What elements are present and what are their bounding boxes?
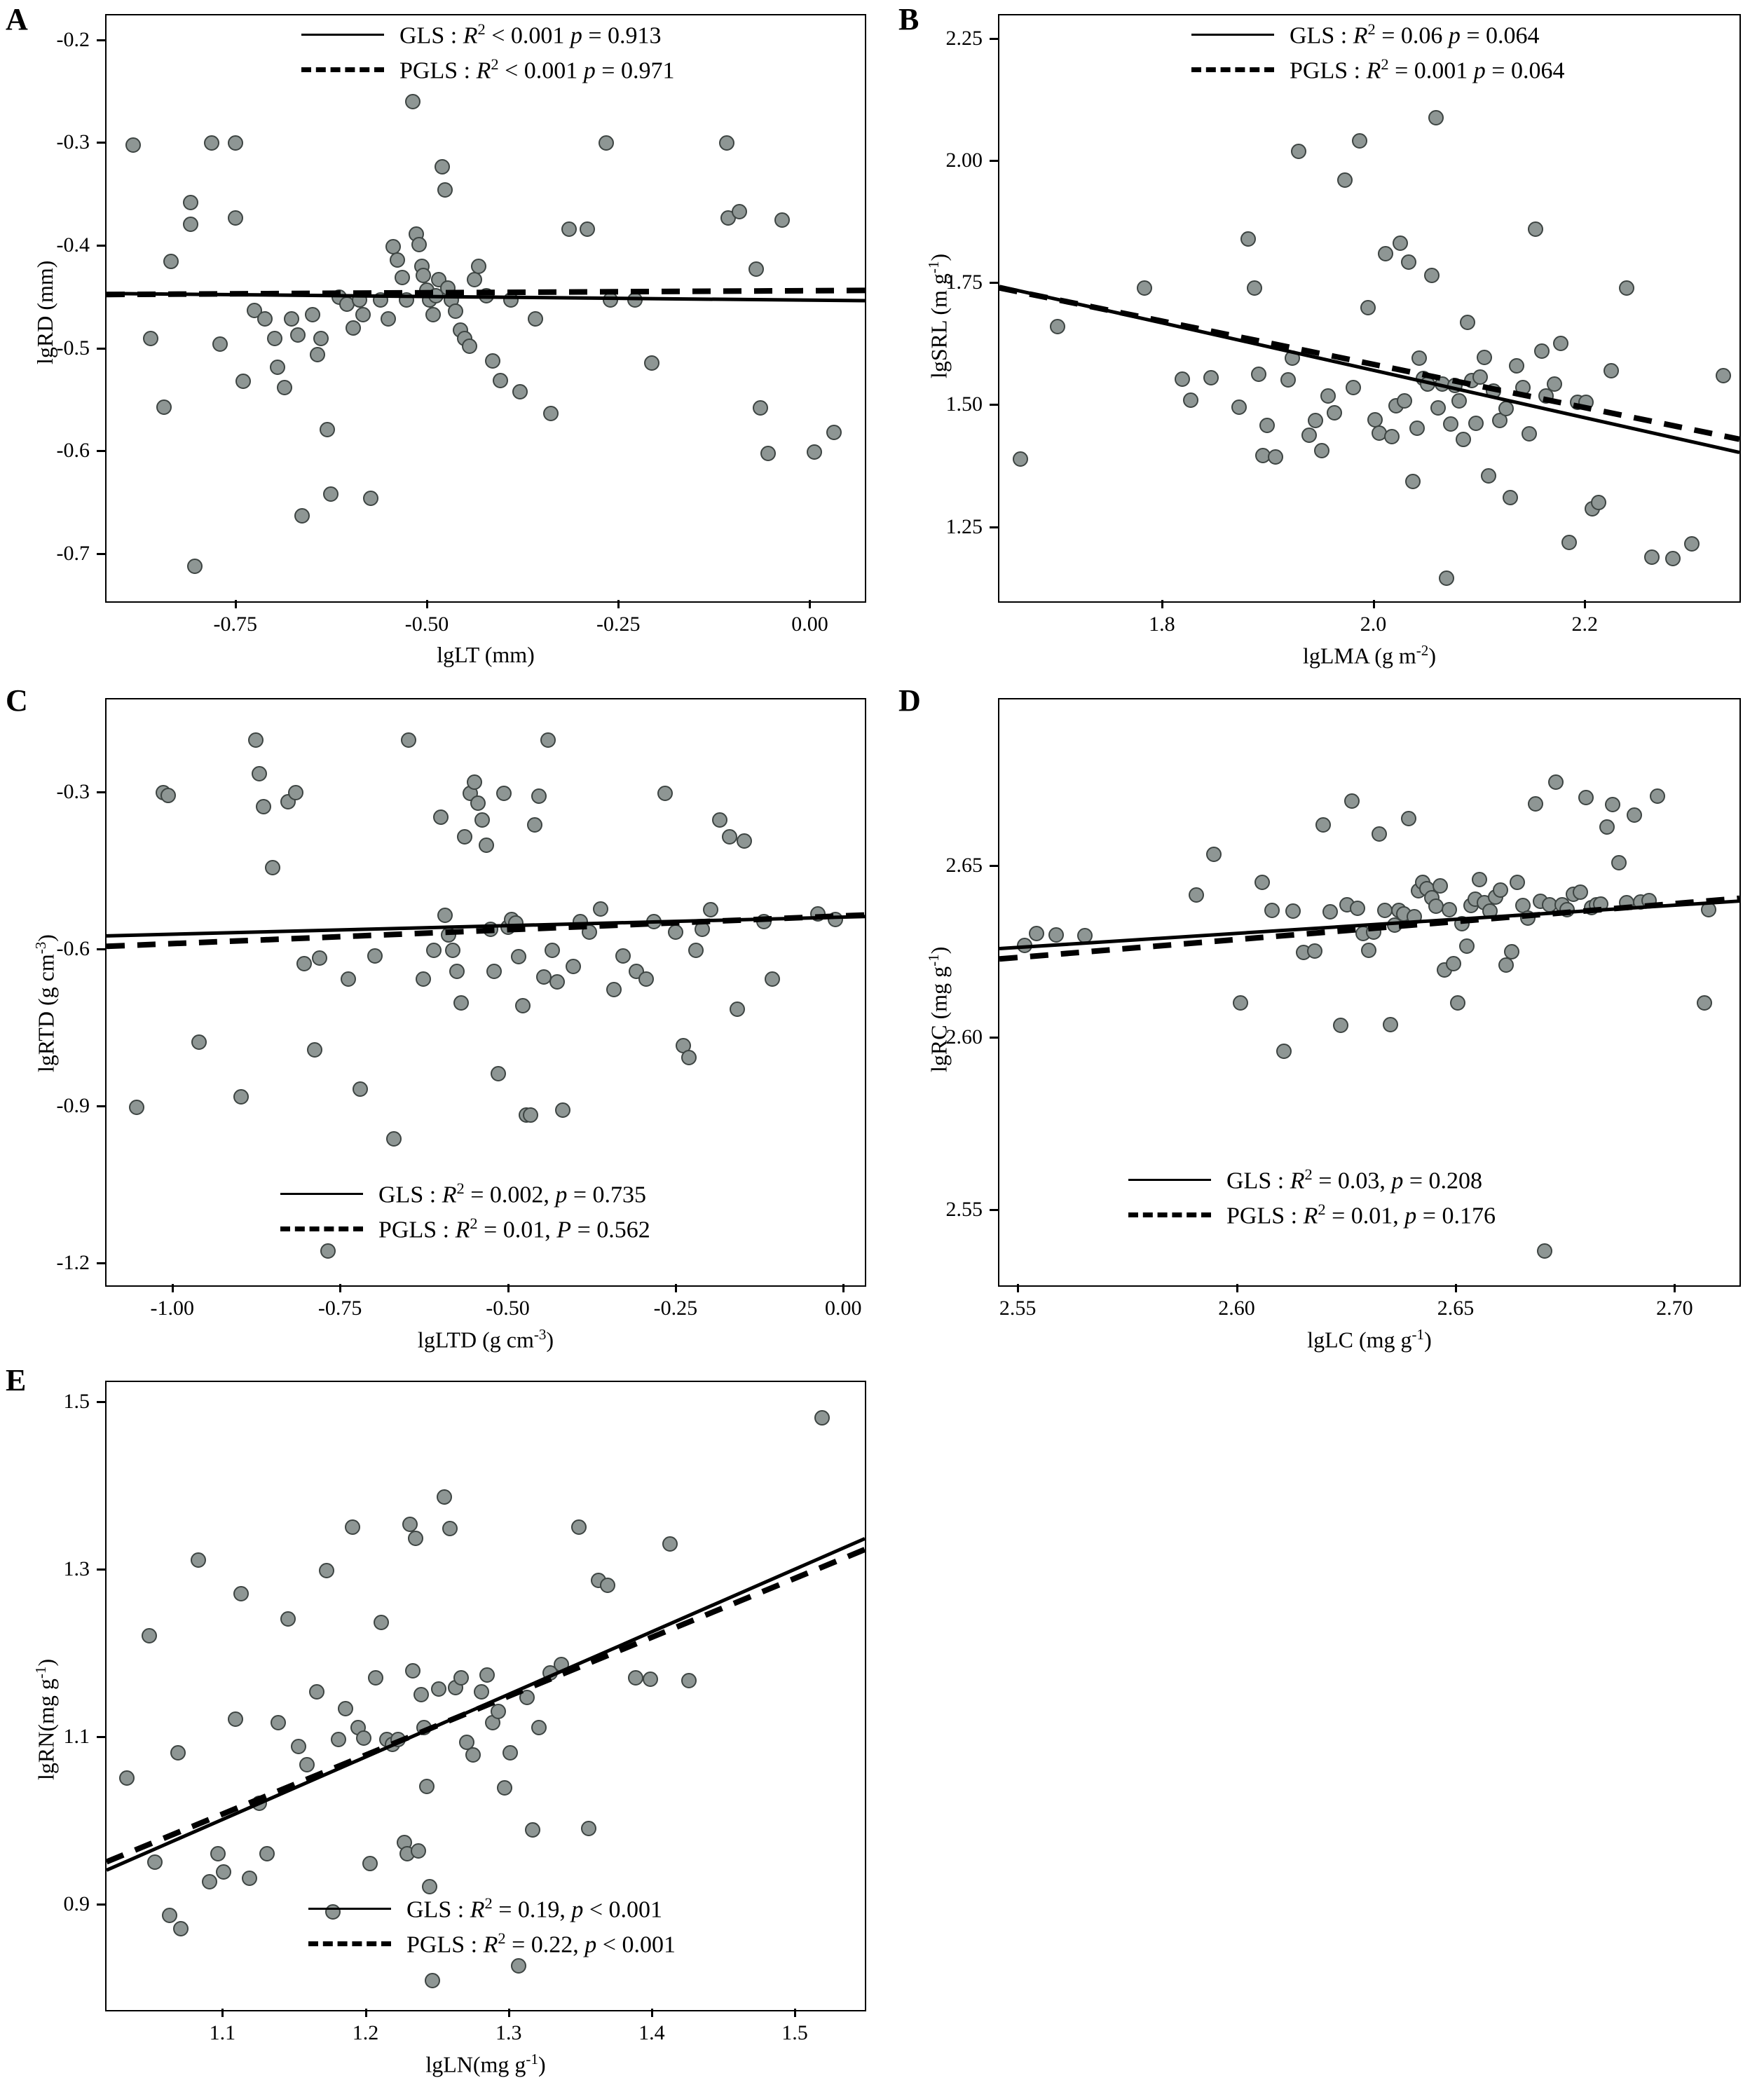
x-tick (339, 1284, 341, 1292)
x-tick-label: 1.2 (352, 2021, 379, 2044)
x-tick (365, 2009, 367, 2017)
scatter-plot-a (105, 14, 866, 603)
axis-label-x-e: lgLN(mg $g^{-1}$) (425, 2051, 546, 2077)
y-tick-label: -0.3 (56, 130, 90, 154)
legend-key-dashed-icon (1128, 1212, 1211, 1217)
fit-line-gls (999, 287, 1739, 453)
y-tick (97, 553, 105, 555)
x-tick-label: 1.3 (495, 2021, 522, 2044)
x-tick (617, 600, 620, 608)
x-tick-label: 2.70 (1656, 1297, 1693, 1320)
legend-label-gls: GLS : $R^2 = 0.06$ p = 0.064 (1290, 20, 1540, 49)
y-tick (97, 1903, 105, 1906)
legend-key-dashed-icon (308, 1941, 391, 1946)
y-tick (990, 38, 998, 40)
y-tick-label: 1.25 (945, 514, 983, 538)
axis-label-y-b: lgSRL (m $g^{-1}$) (925, 253, 952, 378)
axis-label-x-c: lgLTD (g $cm^{-3}$) (417, 1326, 554, 1353)
x-tick (235, 600, 237, 608)
y-tick (990, 865, 998, 867)
y-tick-label: -0.5 (56, 336, 90, 360)
y-tick (97, 245, 105, 247)
y-tick-label: 2.65 (945, 853, 983, 877)
legend-label-gls: GLS : $R^2 = 0.002$, p = 0.735 (378, 1180, 647, 1208)
legend-label-pgls: PGLS : $R^2 = 0.001$ p = 0.064 (1290, 55, 1565, 84)
legend-key-dashed-icon (301, 67, 384, 72)
y-tick (97, 791, 105, 793)
x-tick-label: 1.1 (209, 2021, 236, 2044)
x-tick (1236, 1284, 1238, 1292)
panel-letter-a: A (6, 2, 28, 36)
x-tick-label: 1.4 (638, 2021, 665, 2044)
y-tick-label: 2.60 (945, 1025, 983, 1049)
x-tick-label: 1.5 (781, 2021, 808, 2044)
y-tick-label: -0.2 (56, 27, 90, 51)
x-tick (1455, 1284, 1457, 1292)
fit-lines (107, 15, 865, 601)
x-tick (675, 1284, 677, 1292)
legend-label-gls: GLS : $R^2 = 0.19$, p < 0.001 (406, 1894, 663, 1923)
panel-letter-d: D (898, 683, 921, 718)
x-tick-label: -0.75 (213, 613, 258, 636)
y-tick-label: 0.9 (63, 1892, 90, 1915)
y-tick-label: 2.25 (945, 26, 983, 50)
axis-label-y-d: lgRC (mg $g^{-1}$) (925, 946, 952, 1072)
y-tick-label: 1.50 (945, 392, 983, 416)
axis-label-x-d: lgLC (mg $g^{-1}$) (1307, 1326, 1432, 1353)
x-tick-label: 2.2 (1571, 613, 1598, 636)
x-tick (794, 2009, 796, 2017)
y-tick (97, 39, 105, 41)
x-tick (426, 600, 428, 608)
x-tick (842, 1284, 845, 1292)
x-tick-label: -0.50 (486, 1297, 530, 1320)
y-tick-label: 1.1 (63, 1724, 90, 1748)
axis-label-x-b: lgLMA (g $m^{-2}$) (1302, 642, 1437, 669)
x-tick (1373, 600, 1375, 608)
x-tick (221, 2009, 224, 2017)
x-tick-label: 2.60 (1218, 1297, 1255, 1320)
y-tick (97, 348, 105, 350)
x-tick (1674, 1284, 1676, 1292)
y-tick (990, 526, 998, 528)
legend-label-gls: GLS : $R^2 < 0.001$ p = 0.913 (399, 20, 662, 49)
x-tick-label: 1.8 (1149, 613, 1175, 636)
x-tick-label: -1.00 (150, 1297, 194, 1320)
y-tick (97, 142, 105, 144)
axis-label-y-c: lgRTD (g $cm^{-3}$) (32, 934, 59, 1072)
y-tick-label: -1.2 (56, 1251, 90, 1275)
y-tick (97, 1568, 105, 1571)
y-tick (97, 450, 105, 452)
x-tick-label: 0.00 (791, 613, 828, 636)
y-tick (990, 1037, 998, 1039)
axis-label-y-a: lgRD (mm) (32, 260, 57, 364)
x-tick-label: -0.50 (404, 613, 449, 636)
y-tick (990, 160, 998, 162)
y-tick-label: -0.6 (56, 439, 90, 463)
legend-key-dashed-icon (280, 1226, 363, 1231)
x-tick-label: 0.00 (825, 1297, 862, 1320)
legend-label-gls: GLS : $R^2 = 0.03$, p = 0.208 (1226, 1166, 1483, 1194)
x-tick (1584, 600, 1586, 608)
x-tick (172, 1284, 174, 1292)
x-tick (1161, 600, 1163, 608)
legend-label-pgls: PGLS : $R^2 = 0.22$, p < 0.001 (406, 1929, 676, 1958)
x-tick (1017, 1284, 1019, 1292)
x-tick-label: 2.55 (999, 1297, 1037, 1320)
y-tick (990, 282, 998, 284)
axis-label-x-a: lgLT (mm) (437, 642, 535, 667)
y-tick-label: 1.3 (63, 1557, 90, 1580)
legend-label-pgls: PGLS : $R^2 = 0.01$, P = 0.562 (378, 1215, 650, 1243)
y-tick-label: 1.5 (63, 1389, 90, 1413)
y-tick-label: -0.9 (56, 1094, 90, 1118)
legend-key-solid-icon (308, 1908, 391, 1910)
y-tick (97, 1262, 105, 1264)
x-tick-label: -0.75 (317, 1297, 362, 1320)
y-tick-label: -0.7 (56, 542, 90, 565)
x-tick-label: 2.0 (1360, 613, 1387, 636)
fit-line-pgls (107, 1550, 865, 1862)
y-tick-label: 2.55 (945, 1198, 983, 1222)
x-tick (809, 600, 811, 608)
y-tick-label: 1.75 (945, 271, 983, 294)
panel-letter-e: E (6, 1363, 27, 1397)
y-tick-label: -0.3 (56, 780, 90, 804)
y-tick (97, 1105, 105, 1107)
legend-key-dashed-icon (1191, 67, 1274, 72)
y-tick-label: 2.00 (945, 149, 983, 172)
y-tick-label: -0.4 (56, 233, 90, 257)
y-tick-label: -0.6 (56, 937, 90, 961)
x-tick-label: -0.25 (653, 1297, 698, 1320)
x-tick-label: 2.65 (1437, 1297, 1475, 1320)
scatter-plot-b (998, 14, 1741, 603)
panel-letter-c: C (6, 683, 28, 718)
axis-label-y-e: lgRN(mg $g^{-1}$) (32, 1658, 59, 1780)
legend-key-solid-icon (1128, 1179, 1211, 1181)
x-tick (651, 2009, 653, 2017)
legend-label-pgls: PGLS : $R^2 < 0.001$ p = 0.971 (399, 55, 675, 84)
x-tick (507, 1284, 510, 1292)
y-tick (97, 948, 105, 950)
y-tick (990, 1209, 998, 1211)
legend-key-solid-icon (1191, 34, 1274, 36)
y-tick (990, 404, 998, 406)
y-tick (97, 1736, 105, 1738)
fit-lines (999, 15, 1739, 601)
legend-key-solid-icon (280, 1193, 363, 1195)
y-tick (97, 1401, 105, 1403)
x-tick (508, 2009, 510, 2017)
x-tick-label: -0.25 (596, 613, 641, 636)
panel-letter-b: B (898, 2, 919, 36)
fit-line-pgls (999, 898, 1739, 959)
legend-key-solid-icon (301, 34, 384, 36)
legend-label-pgls: PGLS : $R^2 = 0.01$, p = 0.176 (1226, 1201, 1496, 1229)
